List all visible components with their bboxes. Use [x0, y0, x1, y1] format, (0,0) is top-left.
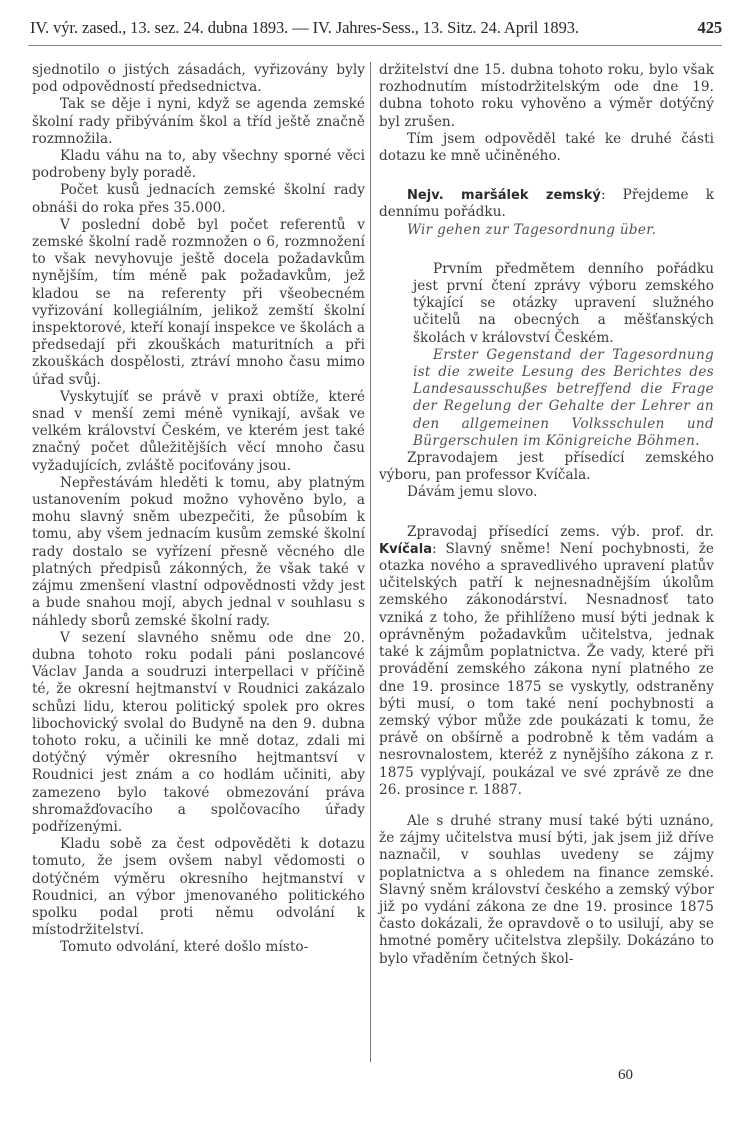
- agenda-czech: Prvním předmětem denního pořádku jest první čtení zprávy výboru zemského týkající se otázky upravení služného učitelů na obecných a měšťanských školách v království Českém.: [413, 260, 714, 346]
- column-divider: [370, 62, 371, 1062]
- speaker-name: Nejv. maršálek zemský: [407, 188, 601, 204]
- paragraph: Tomuto odvolání, které došlo místo-: [60, 939, 309, 956]
- signature-mark: 60: [618, 1067, 633, 1083]
- right-column: [379, 62, 714, 968]
- left-column: [32, 62, 365, 957]
- running-head: IV. výr. zased., 13. sez. 24. dubna 1893. — IV. Jahres-Sess., 13. Sitz. 24. April 1893.: [30, 18, 579, 37]
- header-rule: [28, 45, 722, 46]
- paragraph: Počet kusů jednacích zemské školní rady obnáši do roka přes 35.000.: [32, 182, 365, 216]
- marshal-text: : Přejdeme k dennímu pořádku.: [379, 187, 714, 221]
- german-translation: Wir gehen zur Tagesordnung über.: [407, 221, 657, 238]
- paragraph: Vyskytujíť se právě v praxi obtíže, které snad v menší zemi méně vynikají, avšak ve velkém království Českém, ve kterém jest také značný počet důležitějších věcí mnoho času vyžadujících, zvláště pociťovány jsou.: [32, 388, 365, 474]
- speech-text: : Slavný sněme! Není pochybnosti, že otazka nového a spravedlivého upravení platův učitelských patří k nejnesnadnějším úkolům zemského zákonodárství. Nesnadnosť tato vzniká z toho, že přihlíženo musí býti jednak k oprávněným požadavkům učitelstva, jednak také k zájmům poplatnictva. Že vady, které při provádění zemského zákona nyní platného ze dne 19. prosince 1875 se vyskytly, odstraněny býti musí, o tom také není pochybnosti a zemský výbor může zde poukázati k tomu, že právě on obšírně a podrobně k těm vadám a nesrovnalostem, kteréž z nynějšího zákona z r. 1875 vyplývají, poukázal ve své zprávě ze dne 26. prosince r. 1887.: [379, 540, 714, 798]
- speech-intro: Zpravodaj přísedící zems. výb. prof. dr.: [407, 523, 714, 540]
- agenda-german: Erster Gegenstand der Tagesordnung ist die zweite Lesung des Berichtes des Landesausschußes betreffend die Frage der Regelung der Gehalte der Lehrer an den allgemeinen Volksschulen und Bürgerschulen im Königreiche Böhmen.: [413, 346, 714, 449]
- page-header: [30, 18, 722, 40]
- marshal-statement: [379, 187, 714, 221]
- give-floor: Dávám jemu slovo.: [407, 484, 538, 501]
- paragraph: Nepřestávám hleděti k tomu, aby platným ustanovením pokud možno vyhověno bylo, a mohu slavný sněm ubezpečiti, že působím k tomu, aby všem jednacím kusům zemské školní rady dostalo se vyřízení přesně věcného dle platných předpisů zákonných, že však také v zájmu zmenšení vlastní odpovědnosti vždy jest a bude snahou mojí, abych jednal v souhlasu s náhledy sborů zemské školní rady.: [32, 474, 365, 629]
- page-number: 425: [697, 18, 722, 37]
- paragraph: sjednotilo o jistých zásadách, vyřizovány byly pod odpovědností předsednictva.: [32, 62, 365, 96]
- rapporteur-note: Zpravodajem jest přísedící zemského výboru, pan professor Kvíčala.: [379, 450, 714, 484]
- paragraph: držitelství dne 15. dubna tohoto roku, bylo však rozhodnutím místodržitelským ode dne 19. dubna tohoto roku vyhověno a výměr dotýčný byl zrušen.: [379, 62, 714, 130]
- speech: [379, 524, 714, 799]
- paragraph: Tím jsem odpověděl také ke druhé části dotazu ke mně učiněného.: [379, 130, 714, 165]
- paragraph: Kladu váhu na to, aby všechny sporné věci podrobeny byly poradě.: [32, 148, 365, 182]
- speaker-name: Kvíčala: [379, 541, 433, 557]
- paragraph: Kladu sobě za čest odpověděti k dotazu tomuto, že jsem ovšem nabyl vědomosti o dotýčném výměru okresního hejtmanství v Roudnici, an výbor jmenovaného politického spolku podal proti němu odvolání k místodržitelství.: [32, 836, 365, 939]
- paragraph: V poslední době byl počet referentů v zemské školní radě rozmnožen o 6, rozmnožení to však nevyhovuje ještě docela požadavkům nynějším, tím méně pak požadavkům, jež kladou se na referenty při všeobecném vyřizování kollegiálním, jelikož zemští školní inspektorové, kteří konají inspekce ve školách a předsedají při zkouškách maturitních a při zkouškách dospělosti, ztráví mnoho času mimo úřad svůj.: [32, 216, 365, 388]
- paragraph: Tak se děje i nyni, když se agenda zemské školní rady přibýváním škol a tříd ještě značně rozmnožila.: [32, 96, 365, 147]
- paragraph: Ale s druhé strany musí také býti uznáno, že zájmy učitelstva musí býti, jak jsem již dříve naznačil, v souhlas uvedeny se zájmy poplatnictva a s ohledem na finance zemské. Slavný sněm království českého a zemský výbor již po vydání zákona ze dne 19. prosince 1875 často dokázali, že opravdově o to usilují, aby se hmotné poměry učitelstva zlepšily. Dokázáno to bylo vřaděním četných škol-: [379, 812, 714, 967]
- agenda-block: [379, 261, 714, 450]
- paragraph: V sezení slavného sněmu ode dne 20. dubna tohoto roku podali páni poslancové Václav Janda a soudruzi interpellaci v příčině té, že okresní hejtmanství v Roudnici zakázalo schůzi lidu, kterou politický spolek pro okres libochovický svolal do Budyně na den 9. dubna tohoto roku, a učinili ke mně dotaz, zdali mi dotýčný výměr okresního hejtmantsví v Roudnici jest znám a co hodlám učiniti, aby zamezeno bylo takové obmezování práva shromažďovacího a spolčovacího úřady podřízenými.: [32, 629, 365, 835]
